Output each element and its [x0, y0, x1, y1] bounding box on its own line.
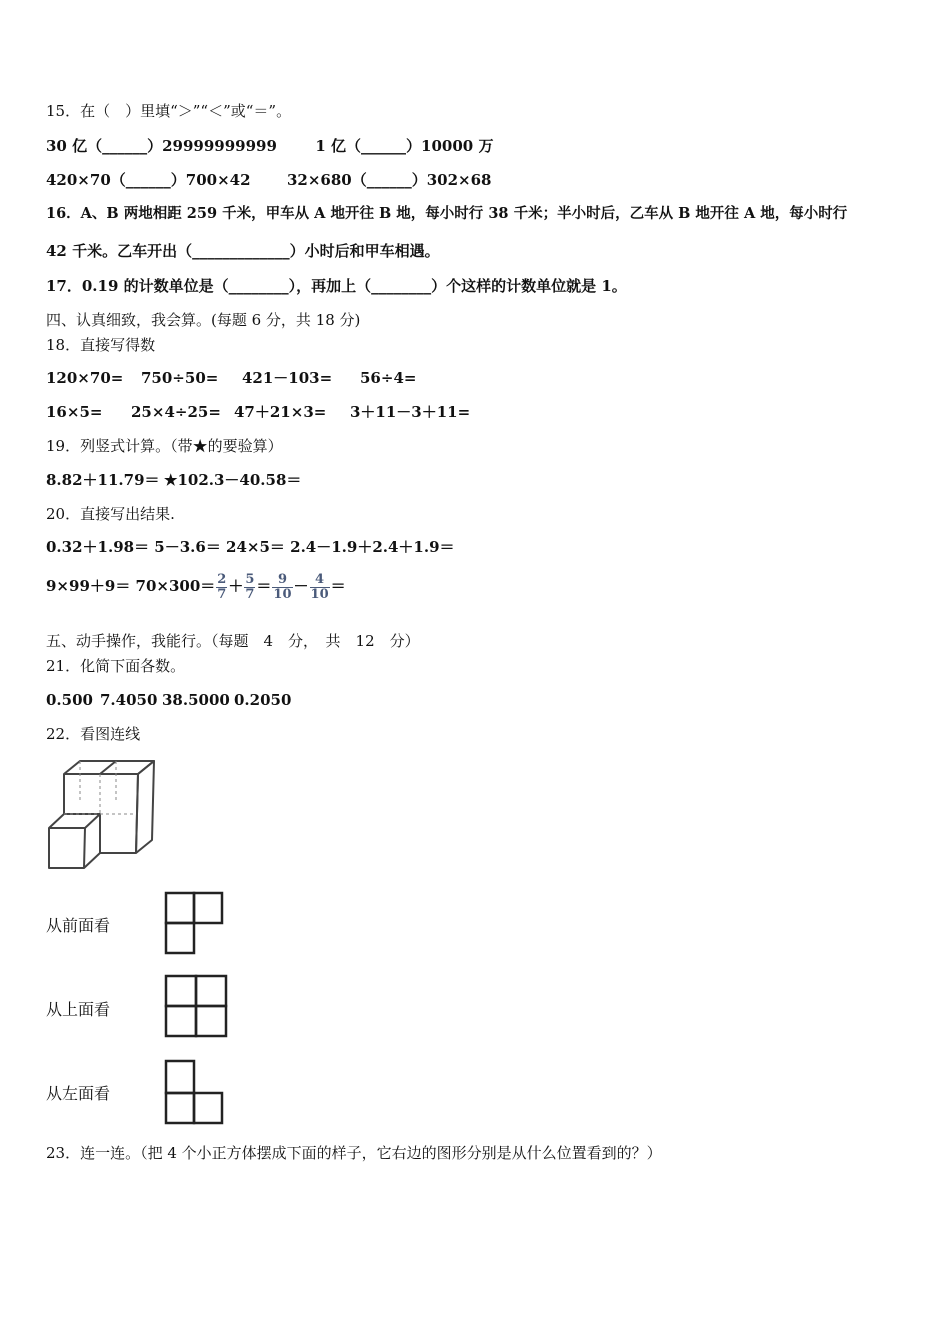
op-3: －: [293, 577, 309, 595]
view-shape-left: [163, 1058, 225, 1126]
fraction-3-denominator: 10: [273, 586, 292, 602]
section5-title: 五、动手操作，我能行。（每题 4 分， 共 12 分）: [46, 632, 420, 650]
fraction-2-numerator: 5: [245, 571, 255, 587]
q15-item-3: 420×70（______）700×42: [46, 171, 251, 189]
fraction-2-denominator: 7: [245, 586, 255, 602]
q19-item-1: 8.82＋11.79＝: [46, 471, 160, 489]
fraction-4-numerator: 4: [315, 571, 325, 587]
q19-item-2: ★102.3－40.58＝: [164, 471, 302, 489]
section4-title: 四、认真细致，我会算。(每题 6 分，共 18 分): [46, 311, 361, 329]
q17-text: 17．0.19 的计数单位是（________），再加上（________）个这样的计数单位就是 1。: [46, 277, 627, 295]
q21-title: 21．化简下面各数。: [46, 657, 186, 675]
q16-line1: 16．A、B 两地相距 259 千米，甲车从 A 地开往 B 地，每小时行 38 千米；半小时后，乙车从 B 地开往 A 地，每小时行: [46, 205, 848, 222]
q18-title: 18．直接写得数: [46, 336, 156, 354]
q18-item-3: 421－103=: [242, 369, 333, 387]
op-4: ＝: [330, 577, 346, 595]
q18-row2: [46, 402, 470, 422]
q18-row1: [46, 368, 416, 388]
fraction-1: [216, 573, 227, 602]
q15-item-2: 1 亿（______）10000 万: [315, 137, 494, 155]
op-1: ＋: [228, 577, 244, 595]
q15-row1: [46, 136, 493, 156]
q20-row2-prefix: 9×99＋9＝ 70×300＝: [46, 577, 216, 595]
fraction-3-numerator: 9: [277, 571, 287, 587]
q20-row2: [46, 568, 346, 604]
fraction-1-numerator: 2: [217, 571, 227, 587]
view-shape-front: [163, 890, 225, 956]
q18-item-2: 750÷50=: [141, 369, 219, 387]
fraction-3: [272, 573, 292, 602]
q23-title: 23．连一连。（把 4 个小正方体摆成下面的样子，它右边的图形分别是从什么位置看到的？）: [46, 1144, 662, 1162]
q21-row: [46, 690, 291, 710]
view-label-left: 从左面看: [46, 1084, 111, 1103]
q19-row: [46, 470, 301, 490]
q15-title: 15．在（ ）里填“＞”“＜”或“＝”。: [46, 102, 292, 120]
q20-row1: 0.32＋1.98＝ 5－3.6＝ 24×5＝ 2.4－1.9＋2.4＋1.9＝: [46, 538, 455, 556]
view-label-top: 从上面看: [46, 1000, 111, 1019]
fraction-1-denominator: 7: [217, 586, 227, 602]
q16-line2: 42 千米。乙车开出（_____________）小时后和甲车相遇。: [46, 242, 440, 260]
q15-item-4: 32×680（______）302×68: [286, 171, 492, 189]
cube-stack-figure: [44, 756, 158, 874]
q15-row2: [46, 170, 492, 190]
view-label-front: 从前面看: [46, 916, 111, 935]
q15-item-1: 30 亿（______）29999999999: [46, 137, 277, 155]
q18-item-7: 47＋21×3=: [234, 403, 327, 421]
fraction-2: [244, 573, 255, 602]
fraction-4-denominator: 10: [310, 586, 329, 602]
q18-item-8: 3＋11－3＋11=: [350, 403, 471, 421]
q18-item-1: 120×70=: [46, 369, 124, 387]
q21-item-3: 38.5000: [162, 691, 230, 709]
fraction-4: [310, 573, 330, 602]
q18-item-6: 25×4÷25=: [131, 403, 221, 421]
view-shape-top: [163, 973, 229, 1039]
op-2: ＝: [256, 577, 272, 595]
q18-item-4: 56÷4=: [360, 369, 417, 387]
q21-item-2: 7.4050: [100, 691, 158, 709]
q22-title: 22．看图连线: [46, 725, 141, 743]
q21-item-4: 0.2050: [234, 691, 292, 709]
q21-item-1: 0.500: [46, 691, 93, 709]
q19-title: 19．列竖式计算。（带★的要验算）: [46, 437, 283, 455]
q20-title: 20．直接写出结果.: [46, 505, 175, 523]
q18-item-5: 16×5=: [46, 403, 103, 421]
